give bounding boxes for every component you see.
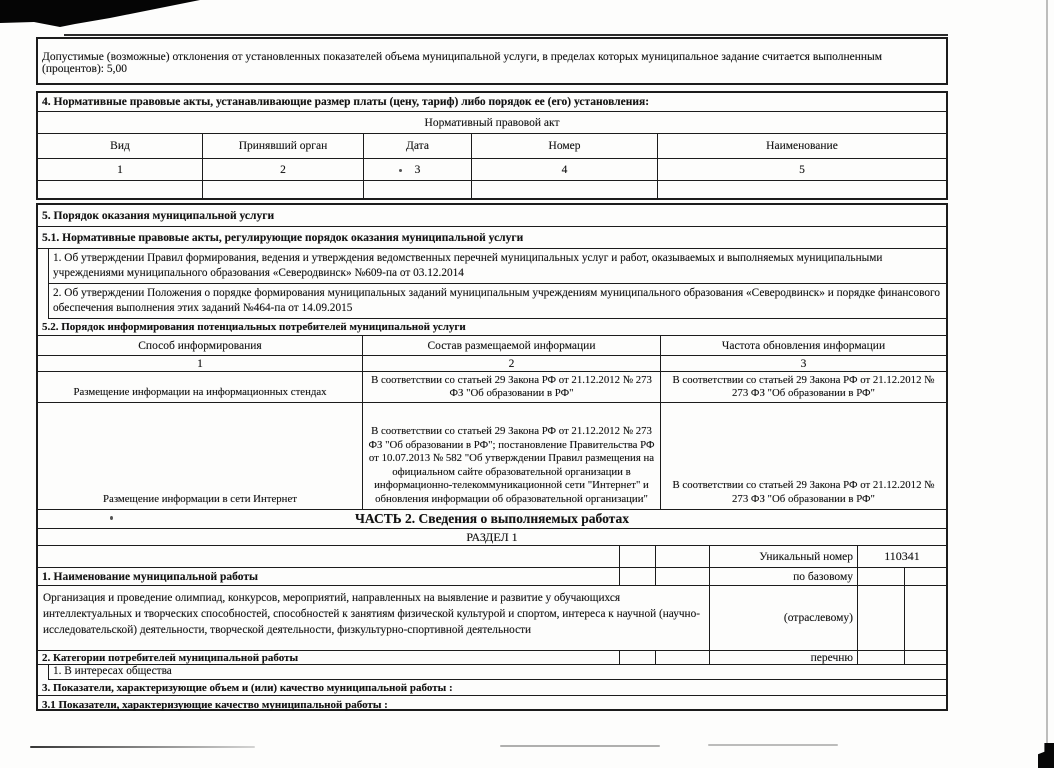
section-5-heading: 5. Порядок оказания муниципальной услуги [38,205,946,227]
consumer-category-item: 1. В интересах общества [48,665,946,680]
npa-colnum-4: 4 [471,159,657,180]
info-table-number-row [38,356,946,372]
empty-cell [38,546,619,567]
npa-colnum-5: 5 [657,159,946,180]
npa-item-1: 1. Об утверждении Правил формирования, ведения и утверждения ведомственных перечней муниципальных услуг и работ, оказываемых и выполняемых муниципальными учреждениями муниципального образования «Северодвинск» №609-па от 03.12.2014 [48,249,946,284]
scan-artifact-bottom-right [1038,743,1054,768]
scan-smudge [500,745,660,747]
npa-colnum-1: 1 [117,163,123,176]
empty-cell [904,651,946,664]
npa-empty-cell [471,181,657,198]
empty-cell [655,546,709,567]
npa-colnum-3: 3 [363,159,471,180]
npa-colnum-2: 2 [202,159,363,180]
empty-cell [619,546,655,567]
tolerance-note-box [36,37,948,85]
npa-col-organ: Принявший орган [202,134,363,158]
empty-cell [857,586,904,650]
info-col-method: Способ информирования [138,339,262,352]
work-name-heading-row [38,568,946,586]
npa-empty-cell [657,181,946,198]
npa-group-header: Нормативный правовой акт [38,112,946,134]
registry-sector-label: (отраслевому) [709,586,857,650]
empty-cell [857,651,904,664]
npa-empty-cell [202,181,363,198]
scan-artifact-top-left [0,0,235,30]
npa-col-date: Дата [363,134,471,158]
empty-cell [857,568,904,585]
registry-list-label: перечню [709,651,857,664]
tolerance-note: Допустимые (возможные) отклонения от установленных показателей объема муниципальной услуги, в пределах которых муниципальное задание считается выполненным (процентов): 5,00 [42,51,883,75]
empty-cell [655,568,709,585]
unique-number-row [38,546,946,568]
npa-empty-cell [38,181,202,198]
npa-item-2: 2. Об утверждении Положения о порядке формирования муниципальных заданий муниципальным учреждениям муниципального образования «Северодвинск» и порядке финансового обеспечения выполнения этих заданий №464-па от 14.09.2015 [48,284,946,319]
npa-col-name: Наименование [657,134,946,158]
work-name-text: Организация и проведение олимпиад, конкурсов, мероприятий, направленных на выявление и развитие у обучающихся интеллектуальных и творческих способностей, способностей к занятиям физической культурой и спортом, интереса к научной (научно-исследовательской) деятельности, творческой деятельности, физкультурно-спортивной деятельности [43,592,701,636]
info-colnum-3: 3 [660,356,946,371]
quality-indicators-heading: 3.1 Показатели, характеризующие качество муниципальной работы : [42,698,388,711]
work-name-heading: 1. Наименование муниципальной работы [42,570,258,583]
npa-col-vid: Вид [110,140,130,152]
part-2-title: ЧАСТЬ 2. Сведения о выполняемых работах [38,510,946,529]
section-4-heading: 4. Нормативные правовые акты, устанавливающие размер платы (цену, тариф) либо порядок ее (его) установления: [38,93,946,112]
section-5-and-part-2 [36,203,948,711]
scan-smudge [30,746,255,748]
scan-smudge [708,744,838,746]
info-col-content: Состав размещаемой информации [362,336,660,355]
info-table-row-internet [38,403,946,510]
npa-col-number: Номер [471,134,657,158]
info-colnum-1: 1 [197,357,203,370]
registry-base-label: по базовому [709,568,857,585]
npa-empty-cell [363,181,471,198]
npa-empty-row [38,181,946,198]
info-table-header-row [38,336,946,356]
npa-number-row [38,159,946,181]
unique-number-label: Уникальный номер [709,546,857,567]
razdel-1-title: РАЗДЕЛ 1 [38,529,946,546]
empty-cell [619,651,655,664]
info-frequency-internet: В соответствии со статьей 29 Закона РФ от 21.12.2012 № 273 ФЗ "Об образовании в РФ" [660,403,946,509]
page-top-edge-line [64,34,948,36]
section-5-2-heading: 5.2. Порядок информирования потенциальных потребителей муниципальной услуги [38,319,946,336]
info-method-internet: Размещение информации в сети Интернет [103,492,297,505]
info-method-stands: Размещение информации на информационных стендах [73,385,327,398]
info-colnum-2: 2 [362,356,660,371]
empty-cell [904,568,946,585]
unique-number-value: 110341 [857,546,946,567]
info-content-internet: В соответствии со статьей 29 Закона РФ от 21.12.2012 № 273 ФЗ "Об образовании в РФ"; постановление Правительства РФ от 10.07.2013 № 582 "Об утверждении Правил размещения на официальном сайте образовательной организации в информационно-телекоммуникационной сети "Интернет" и обновления информации об образовательной организации" [362,403,660,509]
info-content-stands: В соответствии со статьей 29 Закона РФ от 21.12.2012 № 273 ФЗ "Об образовании в РФ" [362,372,660,402]
npa-header-row [38,134,946,159]
empty-cell [904,586,946,650]
info-col-frequency: Частота обновления информации [660,336,946,355]
consumer-heading: 2. Категории потребителей муниципальной работы [42,651,299,664]
indicators-heading: 3. Показатели, характеризующие объем и (или) качество муниципальной работы : [38,680,946,696]
empty-cell [655,651,709,664]
section-5-1-heading: 5.1. Нормативные правовые акты, регулирующие порядок оказания муниципальной услуги [38,227,946,249]
work-name-body-row [38,586,946,651]
info-table-row-stands [38,372,946,403]
scan-right-edge-shadow [1046,0,1048,768]
info-frequency-stands: В соответствии со статьей 29 Закона РФ от 21.12.2012 № 273 ФЗ "Об образовании в РФ" [660,372,946,402]
section-4-npa [36,91,948,200]
empty-cell [619,568,655,585]
consumer-heading-row [38,651,946,665]
